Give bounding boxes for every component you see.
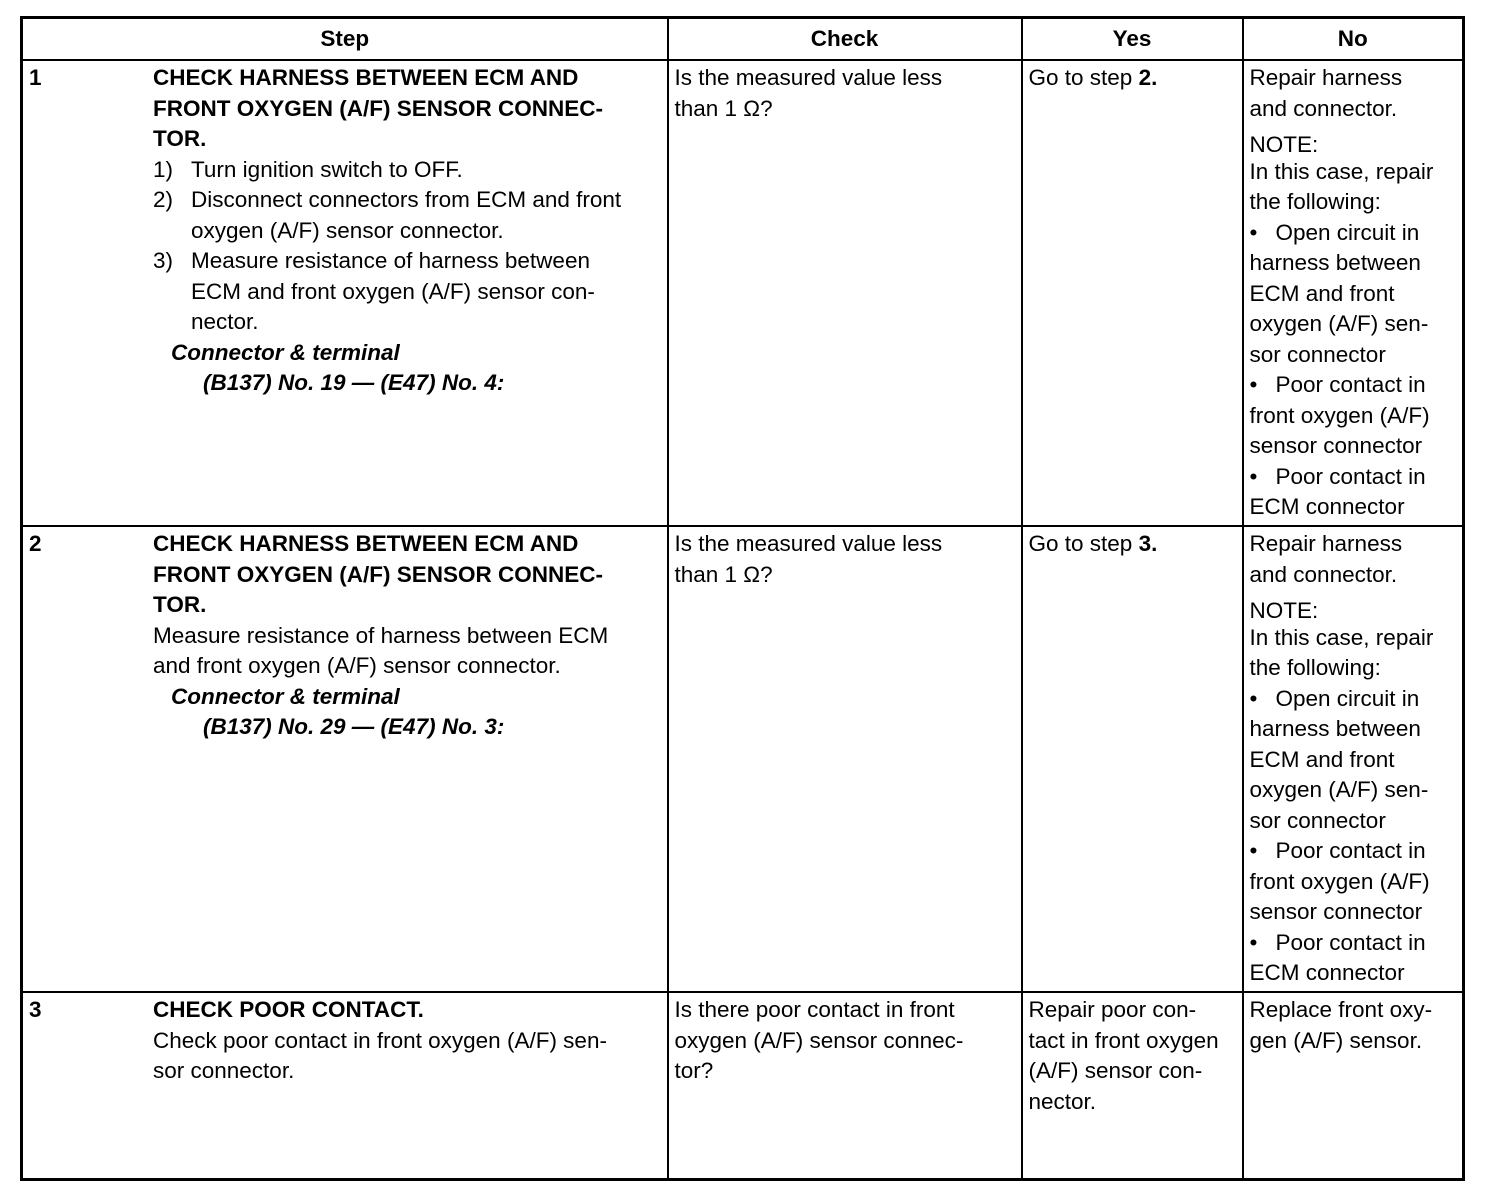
check-text: Is the measured value less xyxy=(674,65,943,90)
bullet-text: Poor contact in xyxy=(1275,463,1426,489)
yes-cell xyxy=(1022,526,1243,992)
item-text: ECM and front oxygen (A/F) sensor con- xyxy=(191,278,595,304)
item-number: 1) xyxy=(153,156,174,182)
check-text: tor? xyxy=(674,1058,714,1083)
bullet-icon: • xyxy=(1249,372,1258,397)
no-text: gen (A/F) sensor. xyxy=(1249,1027,1423,1053)
step-title-line: FRONT OXYGEN (A/F) SENSOR CONNEC- xyxy=(153,561,604,587)
table-row xyxy=(22,992,1464,1180)
step-number: 2 xyxy=(29,531,42,556)
step-title xyxy=(153,995,661,1026)
step-title-line: CHECK POOR CONTACT. xyxy=(153,997,424,1022)
step-text: Check poor contact in front oxygen (A/F) sen- xyxy=(153,1027,607,1053)
check-text: Is there poor contact in front xyxy=(674,997,955,1022)
bullet-item xyxy=(1250,836,1459,867)
step-cell xyxy=(22,992,668,1180)
no-text: Repair harness xyxy=(1249,531,1403,556)
bullet-icon: • xyxy=(1249,463,1258,489)
step-title-line: TOR. xyxy=(153,126,207,151)
check-text: than 1 Ω? xyxy=(674,561,773,587)
step-text: Measure resistance of harness between ECM xyxy=(153,622,609,648)
bullet-text: Poor contact in xyxy=(1275,929,1426,955)
yes-step-ref: 2. xyxy=(1138,65,1158,90)
step-number: 3 xyxy=(29,997,42,1022)
no-cell xyxy=(1243,526,1464,992)
no-text: Replace front oxy- xyxy=(1249,997,1433,1022)
yes-text: nector. xyxy=(1028,1088,1097,1114)
no-text: and connector. xyxy=(1249,95,1398,121)
step-title-line: CHECK HARNESS BETWEEN ECM AND xyxy=(153,531,579,556)
no-text: and connector. xyxy=(1249,561,1398,587)
bullet-icon: • xyxy=(1249,929,1258,955)
check-text: oxygen (A/F) sensor connec- xyxy=(674,1027,964,1053)
table-row xyxy=(22,526,1464,992)
terminal-spec: (B137) No. 29 — (E47) No. 3: xyxy=(203,714,505,739)
bullet-text: Poor contact in xyxy=(1275,838,1426,863)
table-row xyxy=(22,60,1464,526)
note-label: NOTE: xyxy=(1249,598,1319,623)
bullet-icon: • xyxy=(1249,838,1258,863)
bullet-text: front oxygen (A/F) xyxy=(1249,402,1430,428)
step-title-line: TOR. xyxy=(153,592,207,617)
yes-text: Go to step xyxy=(1028,531,1139,556)
no-cell xyxy=(1243,60,1464,526)
yes-text: (A/F) sensor con- xyxy=(1028,1058,1203,1083)
check-text: Is the measured value less xyxy=(674,531,943,556)
step-cell xyxy=(22,60,668,526)
bullet-text: front oxygen (A/F) xyxy=(1249,868,1430,894)
step-text: sor connector. xyxy=(153,1058,295,1083)
step-title-line: FRONT OXYGEN (A/F) SENSOR CONNEC- xyxy=(153,95,604,121)
step-title-line: CHECK HARNESS BETWEEN ECM AND xyxy=(153,65,579,90)
procedure-item xyxy=(153,246,661,338)
check-cell xyxy=(668,526,1022,992)
note-text: the following: xyxy=(1249,189,1381,214)
step-cell xyxy=(22,526,668,992)
header-check: Check xyxy=(668,18,1022,61)
note-text: In this case, repair xyxy=(1249,158,1434,184)
item-text: Measure resistance of harness between xyxy=(191,248,590,273)
step-number: 1 xyxy=(29,65,42,90)
bullet-icon: • xyxy=(1249,685,1258,711)
bullet-text: Open circuit in xyxy=(1275,685,1420,711)
bullet-text: ECM and front xyxy=(1249,280,1395,306)
connector-label: Connector & terminal xyxy=(171,683,400,709)
check-text: than 1 Ω? xyxy=(674,95,773,121)
item-number: 3) xyxy=(153,248,174,273)
bullet-icon: • xyxy=(1249,219,1258,245)
diagnostic-table xyxy=(20,16,1465,1181)
bullet-item xyxy=(1250,218,1459,249)
yes-cell xyxy=(1022,992,1243,1180)
header-step: Step xyxy=(22,18,668,61)
step-text: and front oxygen (A/F) sensor connector. xyxy=(153,653,561,678)
yes-text: tact in front oxygen xyxy=(1028,1027,1219,1053)
procedure-item xyxy=(153,155,661,186)
item-text: Turn ignition switch to OFF. xyxy=(191,156,463,182)
no-text: Repair harness xyxy=(1249,65,1403,90)
step-title xyxy=(153,529,661,621)
bullet-text: Open circuit in xyxy=(1275,219,1420,245)
bullet-text: ECM connector xyxy=(1249,494,1405,519)
check-cell xyxy=(668,992,1022,1180)
bullet-text: sor connector xyxy=(1249,807,1386,833)
bullet-item xyxy=(1250,928,1459,959)
note-text: the following: xyxy=(1249,655,1381,680)
header-no: No xyxy=(1243,18,1464,61)
step-title xyxy=(153,63,661,155)
procedure-item xyxy=(153,185,661,246)
item-text: oxygen (A/F) sensor connector. xyxy=(191,217,504,243)
bullet-text: sensor connector xyxy=(1249,433,1423,458)
bullet-text: Poor contact in xyxy=(1275,372,1426,397)
bullet-text: sensor connector xyxy=(1249,899,1423,924)
no-cell xyxy=(1243,992,1464,1180)
bullet-text: harness between xyxy=(1249,716,1421,741)
item-text: nector. xyxy=(191,309,259,334)
item-text: Disconnect connectors from ECM and front xyxy=(191,187,622,212)
note-label: NOTE: xyxy=(1249,132,1319,157)
bullet-text: ECM and front xyxy=(1249,746,1395,772)
terminal-spec: (B137) No. 19 — (E47) No. 4: xyxy=(203,370,505,395)
bullet-text: sor connector xyxy=(1249,341,1386,367)
bullet-item xyxy=(1250,684,1459,715)
bullet-text: ECM connector xyxy=(1249,960,1405,985)
item-number: 2) xyxy=(153,187,174,212)
check-cell xyxy=(668,60,1022,526)
connector-label: Connector & terminal xyxy=(171,339,400,365)
bullet-item xyxy=(1250,462,1459,493)
bullet-text: oxygen (A/F) sen- xyxy=(1249,311,1429,336)
yes-cell xyxy=(1022,60,1243,526)
note-text: In this case, repair xyxy=(1249,624,1434,650)
header-yes: Yes xyxy=(1022,18,1243,61)
yes-text: Repair poor con- xyxy=(1028,997,1197,1022)
yes-text: Go to step xyxy=(1028,65,1139,90)
bullet-text: oxygen (A/F) sen- xyxy=(1249,777,1429,802)
header-row xyxy=(22,18,1464,61)
bullet-text: harness between xyxy=(1249,250,1421,275)
yes-step-ref: 3. xyxy=(1138,531,1158,556)
bullet-item xyxy=(1250,370,1459,401)
